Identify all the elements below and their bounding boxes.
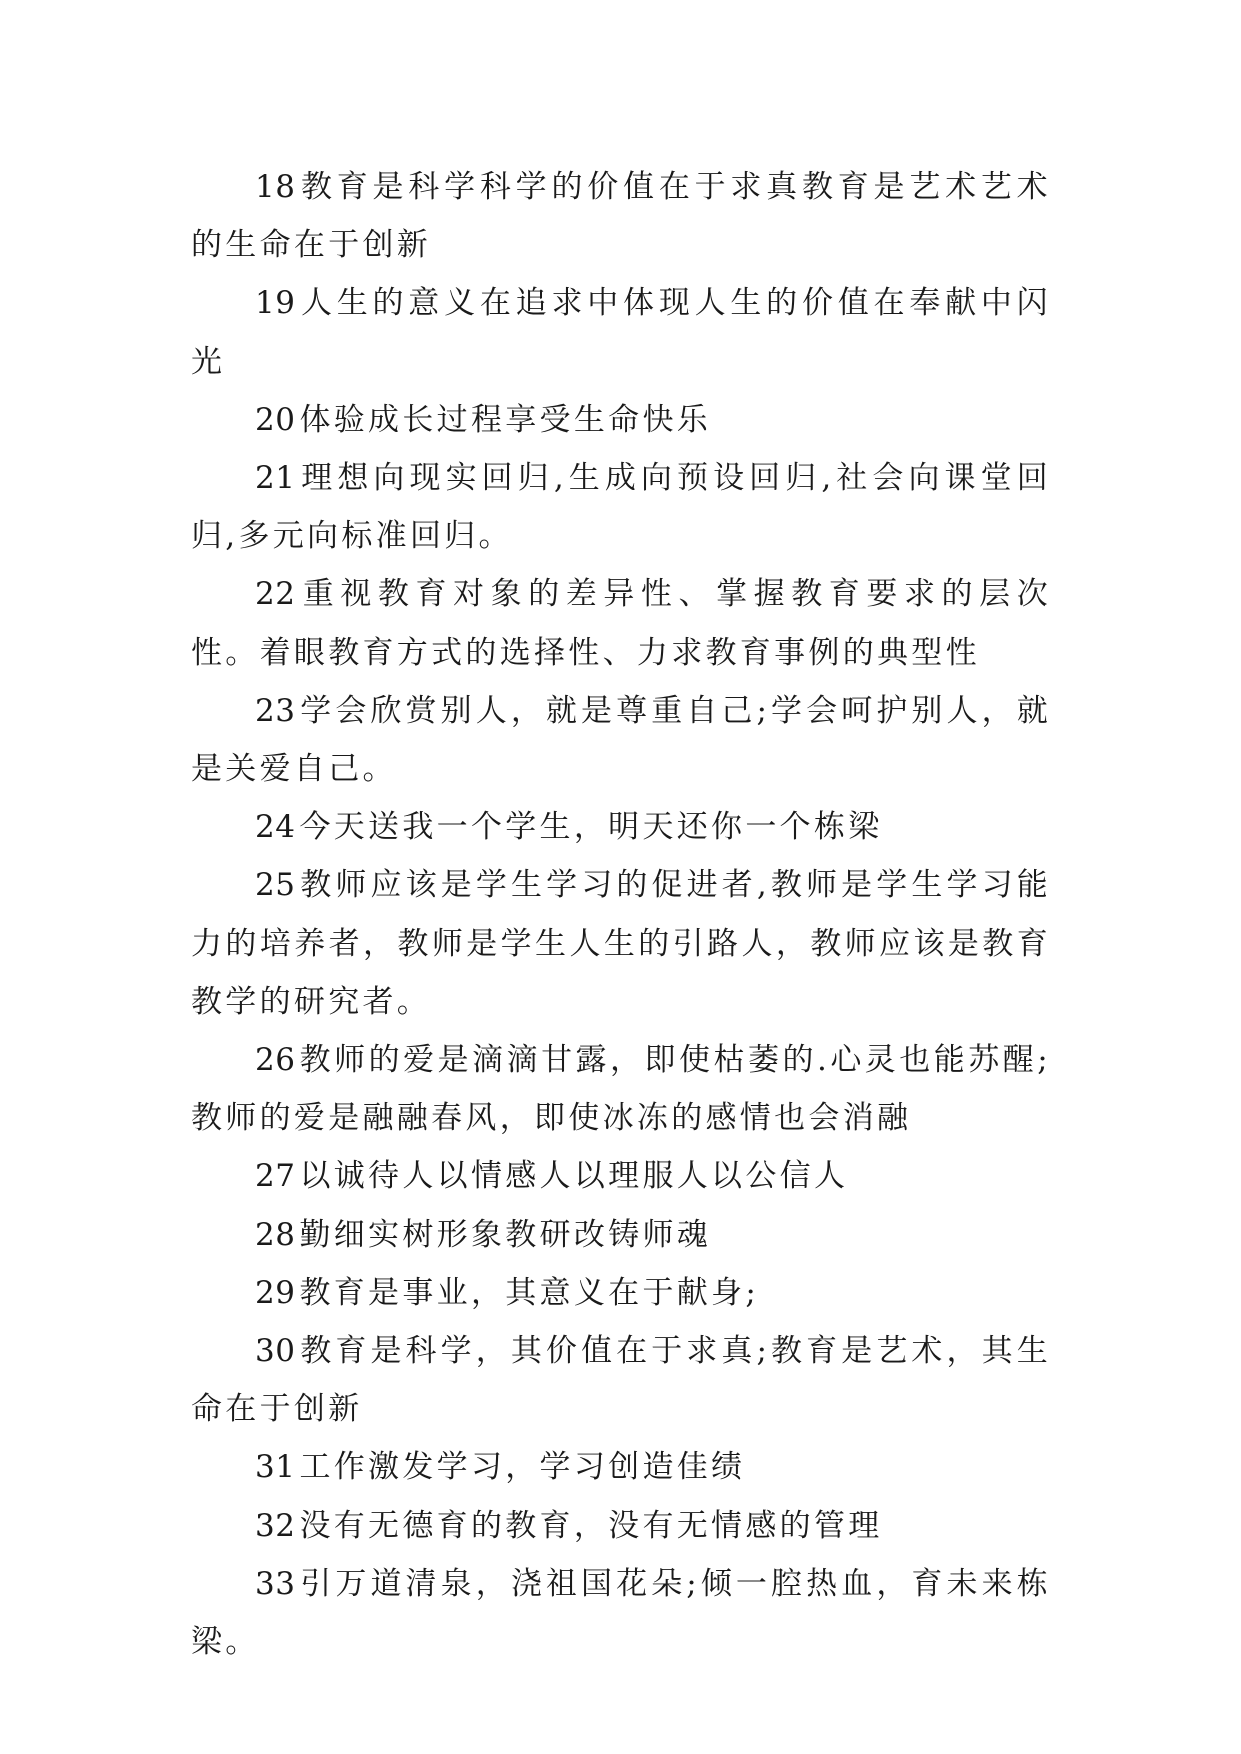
item-number: 33 [255, 1565, 296, 1602]
item-text: 以诚待人以情感人以理服人以公信人 [299, 1158, 849, 1195]
item-number: 18 [255, 169, 296, 205]
paragraph-20 [191, 391, 1051, 449]
item-number: 29 [255, 1274, 296, 1311]
item-number: 30 [255, 1333, 296, 1370]
item-text: 理想向现实回归,生成向预设回归,社会向课堂回归,多元向标准回归。 [191, 460, 1051, 555]
paragraph-30 [191, 1322, 1051, 1438]
item-text: 体验成长过程享受生命快乐 [299, 401, 712, 438]
paragraph-23 [191, 682, 1051, 798]
item-number: 28 [255, 1216, 296, 1253]
paragraph-19 [191, 274, 1051, 390]
paragraph-29 [191, 1264, 1051, 1322]
item-text: 工作激发学习，学习创造佳绩 [299, 1449, 746, 1486]
paragraph-27 [191, 1147, 1051, 1205]
item-number: 32 [255, 1507, 296, 1544]
item-number: 21 [255, 460, 296, 497]
paragraph-33 [191, 1555, 1051, 1671]
item-text: 教育是事业，其意义在于献身; [299, 1274, 760, 1311]
item-text: 今天送我一个学生，明天还你一个栋梁 [299, 809, 883, 846]
item-text: 教育是科学，其价值在于求真;教育是艺术，其生命在于创新 [191, 1333, 1051, 1428]
item-text: 教育是科学科学的价值在于求真教育是艺术艺术的生命在于创新 [191, 169, 1051, 264]
item-text: 教师的爱是滴滴甘露，即使枯萎的.心灵也能苏醒;教师的爱是融融春风，即使冰冻的感情也会消融 [191, 1042, 1051, 1137]
paragraph-26 [191, 1031, 1051, 1147]
item-number: 25 [255, 867, 296, 904]
item-text: 人生的意义在追求中体现人生的价值在奉献中闪光 [191, 285, 1051, 380]
item-number: 24 [255, 809, 296, 846]
document-body [191, 158, 1051, 1671]
paragraph-31 [191, 1438, 1051, 1496]
item-text: 学会欣赏别人，就是尊重自己;学会呵护别人，就是关爱自己。 [191, 692, 1051, 788]
paragraph-25 [191, 856, 1051, 1031]
item-text: 重视教育对象的差异性、掌握教育要求的层次性。着眼教育方式的选择性、力求教育事例的典型性 [191, 576, 1051, 671]
item-number: 22 [255, 576, 296, 613]
paragraph-22 [191, 565, 1051, 681]
item-number: 23 [255, 692, 296, 729]
item-number: 19 [255, 285, 296, 322]
paragraph-21 [191, 449, 1051, 565]
paragraph-24 [191, 798, 1051, 856]
paragraph-28 [191, 1206, 1051, 1264]
item-number: 31 [255, 1449, 296, 1486]
item-number: 20 [255, 401, 296, 438]
item-text: 勤细实树形象教研改铸师魂 [299, 1216, 712, 1253]
item-text: 引万道清泉，浇祖国花朵;倾一腔热血，育未来栋梁。 [191, 1565, 1051, 1661]
item-text: 教师应该是学生学习的促进者,教师是学生学习能力的培养者，教师是学生人生的引路人，教师应该是教育教学的研究者。 [191, 867, 1051, 1020]
item-number: 27 [255, 1158, 296, 1195]
paragraph-18 [191, 158, 1051, 274]
item-text: 没有无德育的教育，没有无情感的管理 [299, 1507, 883, 1544]
item-number: 26 [255, 1042, 296, 1079]
paragraph-32 [191, 1497, 1051, 1555]
